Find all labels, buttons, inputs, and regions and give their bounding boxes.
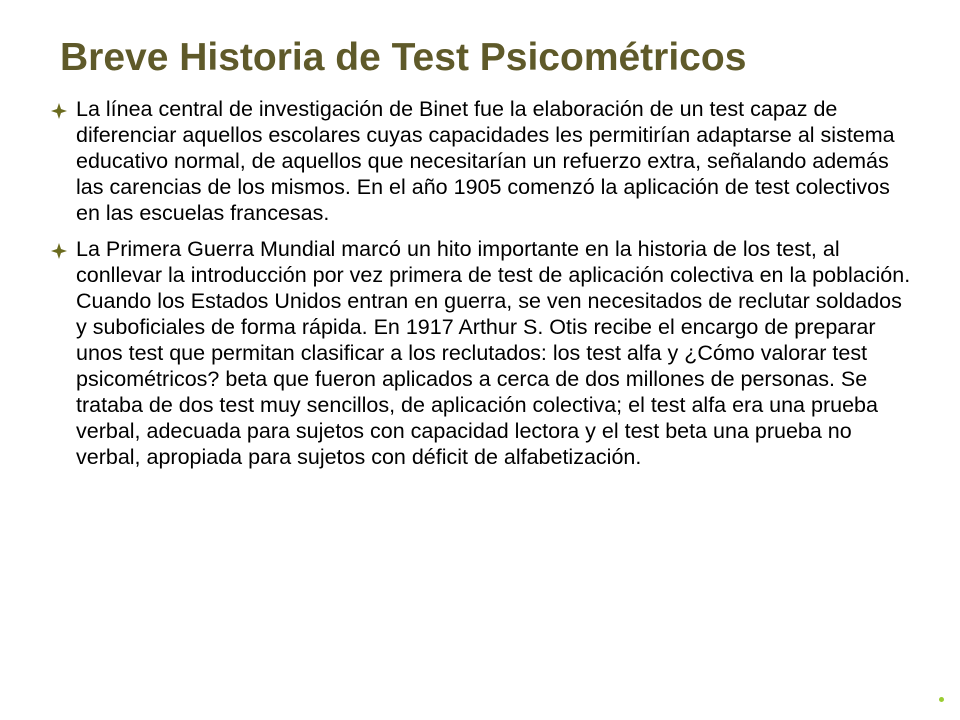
slide-title: Breve Historia de Test Psicométricos — [60, 36, 747, 79]
bullet-text: La línea central de investigación de Binet fue la elaboración de un test capaz de diferenciar aquellos escolares cuyas capacidades les permitirían adaptarse al sistema educativo normal, de aquellos que necesitarían un refuerzo extra, señalando además las carencias de los mismos. En el año 1905 comenzó la aplicación de test colectivos en las escuelas francesas. — [76, 97, 895, 225]
bullet-list — [50, 96, 912, 480]
diamond-star-bullet-icon — [50, 242, 68, 260]
decorative-dot — [939, 697, 944, 702]
bullet-item — [50, 96, 912, 226]
bullet-item — [50, 236, 912, 470]
diamond-star-bullet-icon — [50, 102, 68, 120]
bullet-text: La Primera Guerra Mundial marcó un hito importante en la historia de los test, al conllevar la introducción por vez primera de test de aplicación colectiva en la población. Cuando los Estados Unidos entran en guerra, se ven necesitados de reclutar soldados y suboficiales de forma rápida. En 1917 Arthur S. Otis recibe el encargo de preparar unos test que permitan clasificar a los reclutados: los test alfa y ¿Cómo valorar test psicométricos? beta que fueron aplicados a cerca de dos millones de personas. Se trataba de dos test muy sencillos, de aplicación colectiva; el test alfa era una prueba verbal, adecuada para sujetos con capacidad lectora y el test beta una prueba no verbal, apropiada para sujetos con déficit de alfabetización. — [76, 237, 911, 469]
